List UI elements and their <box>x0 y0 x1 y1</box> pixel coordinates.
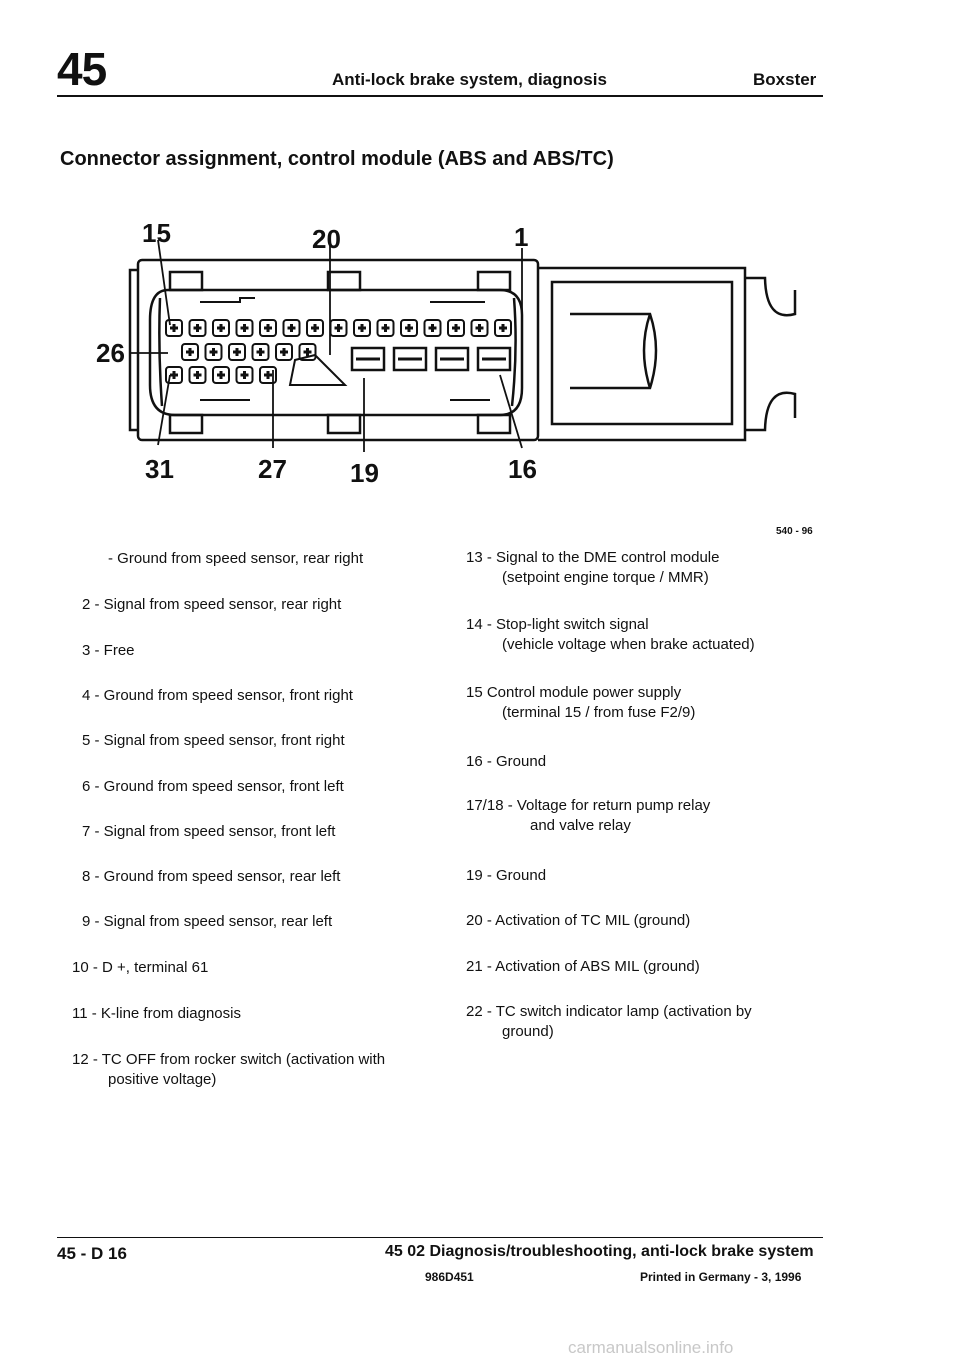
assignment-text: 9 - Signal from speed sensor, rear left <box>82 913 333 930</box>
assignment-continuation: and valve relay <box>530 817 631 834</box>
assignment-continuation: (vehicle voltage when brake actuated) <box>502 636 755 653</box>
assignment-text: 15 Control module power supply <box>466 684 682 701</box>
assignment-text: 5 - Signal from speed sensor, front right <box>82 732 345 749</box>
header-model: Boxster <box>753 70 817 89</box>
assignment-text: 2 - Signal from speed sensor, rear right <box>82 596 342 613</box>
pin-label-16: 16 <box>508 454 537 484</box>
assignment-text: 11 - K-line from diagnosis <box>72 1005 241 1022</box>
right-item <box>466 683 695 723</box>
assignment-text: 17/18 - Voltage for return pump relay <box>466 797 711 814</box>
left-item <box>82 777 344 797</box>
right-item <box>466 866 546 886</box>
face-right-curve <box>512 298 516 406</box>
connector-diagram <box>90 210 820 500</box>
assignment-text: 22 - TC switch indicator lamp (activation by <box>466 1003 752 1020</box>
assignment-continuation: (terminal 15 / from fuse F2/9) <box>502 704 696 721</box>
strain-relief-top <box>745 278 795 315</box>
assignment-text: 6 - Ground from speed sensor, front left <box>82 778 344 795</box>
header-rule <box>57 95 823 97</box>
assignment-continuation: ground) <box>502 1023 554 1040</box>
right-item <box>466 752 546 772</box>
cable-housing-inner <box>552 282 732 424</box>
left-item <box>82 822 335 842</box>
section-title: Connector assignment, control module (ABS and ABS/TC) <box>60 148 614 170</box>
assignment-text: 21 - Activation of ABS MIL (ground) <box>466 958 700 975</box>
assignment-text: 13 - Signal to the DME control module <box>466 549 720 566</box>
assignment-text: 16 - Ground <box>466 753 547 770</box>
pin-row-large <box>290 348 510 385</box>
right-item <box>466 911 690 931</box>
footer-title: 45 02 Diagnosis/troubleshooting, anti-lock brake system <box>385 1243 814 1260</box>
assignment-text: 10 - D +, terminal 61 <box>72 959 209 976</box>
pin-label-1: 1 <box>514 222 529 252</box>
pin-label-19: 19 <box>350 458 379 488</box>
right-item <box>466 957 700 977</box>
assignment-text: 7 - Signal from speed sensor, front left <box>82 823 336 840</box>
assignment-text: - Ground from speed sensor, rear right <box>108 550 364 567</box>
latch-top-3 <box>478 272 510 290</box>
latch-bottom-3 <box>478 415 510 433</box>
assignment-text: 19 - Ground <box>466 867 547 884</box>
face-left-curve <box>159 298 162 406</box>
pin-label-27: 27 <box>258 454 287 484</box>
assignment-text: 12 - TC OFF from rocker switch (activation with <box>72 1051 386 1068</box>
strain-relief-bottom <box>745 393 795 430</box>
right-item <box>466 548 719 588</box>
header-title: Anti-lock brake system, diagnosis <box>332 70 607 89</box>
cable-housing <box>538 268 745 440</box>
assignment-continuation: (setpoint engine torque / MMR) <box>502 569 709 586</box>
figure-code: 540 - 96 <box>776 526 813 537</box>
right-item <box>466 796 710 836</box>
left-item <box>72 1050 385 1090</box>
pin-row-top <box>166 320 511 336</box>
left-item <box>82 686 353 706</box>
assignment-text: 8 - Ground from speed sensor, rear left <box>82 868 341 885</box>
latch-bottom-1 <box>170 415 202 433</box>
left-item <box>82 912 332 932</box>
assignment-text: 4 - Ground from speed sensor, front right <box>82 687 353 704</box>
left-item <box>72 958 208 978</box>
left-item <box>82 595 341 615</box>
assignment-text: 14 - Stop-light switch signal <box>466 616 649 633</box>
pin-label-15: 15 <box>142 218 171 248</box>
footer-printed: Printed in Germany - 3, 1996 <box>640 1270 802 1284</box>
left-item <box>82 867 340 887</box>
left-item <box>72 1004 241 1024</box>
left-item <box>108 549 363 569</box>
pin-row-bottom <box>166 367 276 383</box>
left-item <box>82 641 135 661</box>
leader-16 <box>500 375 522 448</box>
footer-rule <box>57 1237 823 1238</box>
latch-top-1 <box>170 272 202 290</box>
left-item <box>82 731 345 751</box>
assignment-continuation: positive voltage) <box>108 1071 217 1088</box>
latch-top-2 <box>328 272 360 290</box>
latch-bottom-2 <box>328 415 360 433</box>
pin-label-20: 20 <box>312 224 341 254</box>
right-item <box>466 615 755 655</box>
assignment-text: 20 - Activation of TC MIL (ground) <box>466 912 691 929</box>
pin-label-31: 31 <box>145 454 174 484</box>
chapter-number: 45 <box>57 43 107 95</box>
assignment-text: 3 - Free <box>82 642 135 659</box>
watermark: carmanualsonline.info <box>568 1338 734 1357</box>
right-item <box>466 1002 752 1042</box>
footer-doc-number: 986D451 <box>425 1270 474 1284</box>
footer-page-number: 45 - D 16 <box>57 1244 127 1263</box>
pin-label-26: 26 <box>96 338 125 368</box>
pin-row-middle <box>182 344 316 360</box>
